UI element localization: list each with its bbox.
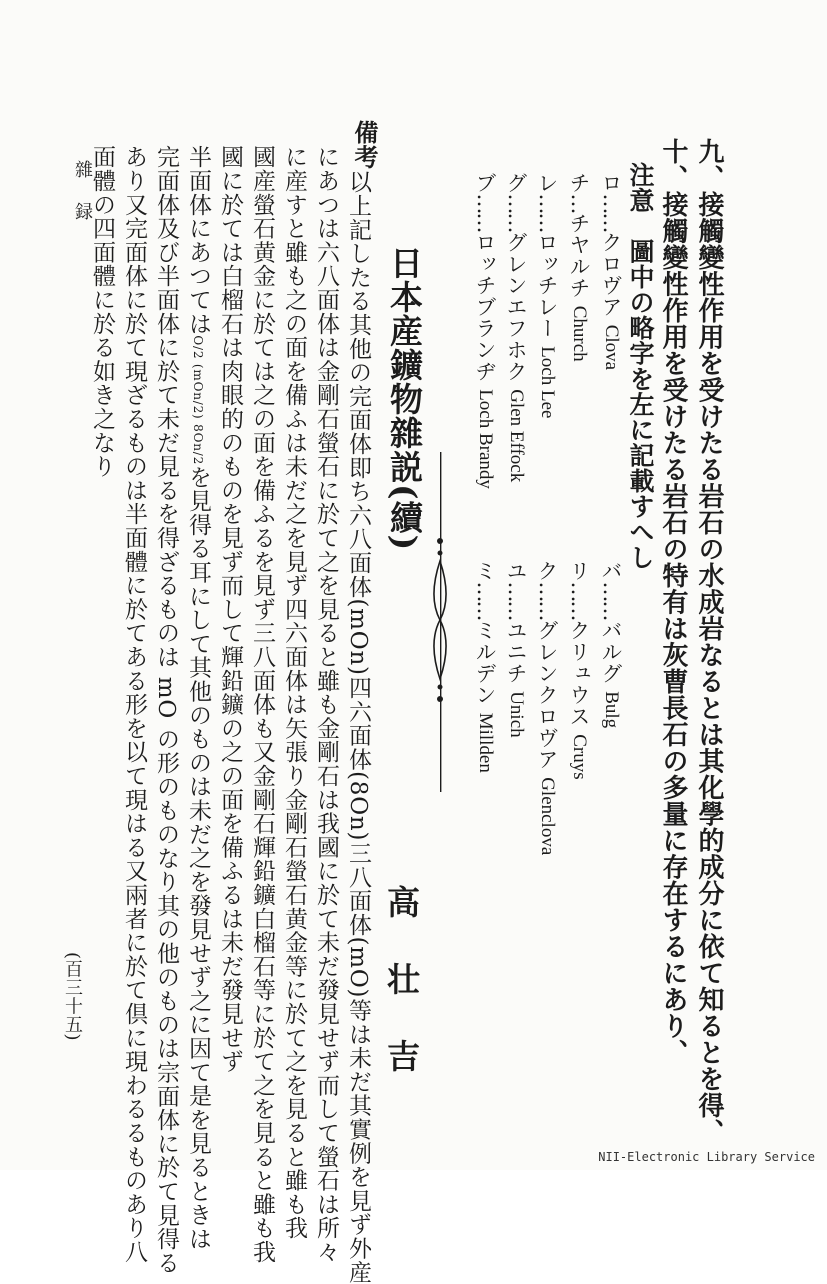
- abbreviation-entry: ロ……クロヴア Clova: [599, 172, 623, 371]
- body-line: あり又完面体に於て現ざるものは半面體に於てある形を以て現はる又兩者に於て倶に現わるるものあり八: [121, 145, 147, 1264]
- abbreviation-entry: レ……ロッチレー Loch Lee: [535, 172, 559, 419]
- abbreviation-entry: バ……バルグ Bulg: [599, 560, 623, 729]
- running-head: 雜録: [72, 160, 93, 244]
- abbreviation-entry: リ……クリュウス Cruys: [567, 560, 591, 780]
- abbreviation-entry: グ……グレンエフホク Glen Effock: [504, 172, 528, 483]
- abbreviation-entry: ミ……ミルデン Millden: [473, 560, 497, 773]
- abbreviation-entry: ブ……ロッチブランヂ Loch Brandy: [473, 172, 497, 489]
- abbreviation-entry: チ…チヤルチ Church: [567, 172, 591, 362]
- abbreviation-entry: ユ……ユニチ Unich: [504, 560, 528, 738]
- abbreviation-entry: ク……グレンクロヴア Glenclova: [535, 560, 559, 856]
- article-title: 日本産鑛物雜説(續): [385, 246, 424, 552]
- page-number: (百三十五): [62, 952, 83, 1042]
- body-line: に産すと雖も之の面を備ふは未だ之を見ず四六面体は矢張り金剛石螢石黄金等に於て之を見ると雖も我: [281, 145, 307, 1240]
- note-item-10: 十、接觸變性作用を受けたる岩石の特有は灰曹長石の多量に存在するにあり、: [658, 138, 688, 1066]
- body-line: 以上記したる其他の完面体即ち六八面体(mOn)四六面体(8On)三八面体(mO)等は未だ其實例を見ず外産: [345, 170, 371, 1284]
- abbreviation-note-heading: 注意 圖中の略字を左に記載すへし: [626, 162, 655, 570]
- body-line: 國産螢石黄金に於ては之の面を備ふるを見ず三八面体も又金剛石輝鉛鑛白榴石等に於て之を見ると雖も我: [249, 145, 275, 1264]
- remark-label: 備考: [350, 120, 379, 169]
- body-line: 半面体にあつてはO/2 (mOn/2) 8On/2を見得る耳にして其他のものは未だ之を發見せず之に因て是を見るときは: [185, 145, 211, 1251]
- half-face-formula: O/2 (mOn/2) 8On/2: [191, 335, 205, 466]
- body-line: 完面体及び半面体に於て未だ見るを得ざるものは mO の形のものなり其の他のものは宗面体に於て見得る: [153, 145, 179, 1275]
- body-line: 面體の四面體に於る如き之なり: [89, 145, 115, 479]
- body-line: 國に於ては白榴石は肉眼的のものを見ず而して輝鉛鑛の之の面を備ふるは未だ發見せず: [217, 145, 243, 1074]
- article-author: 高壮吉: [382, 885, 421, 1116]
- ornament-icon: [428, 535, 452, 705]
- body-line: にあつは六八面体は金剛石螢石に於て之を見ると雖も金剛石は我國に於て未だ發見せず而して螢石は所々: [313, 145, 339, 1264]
- note-item-9: 九、接觸變性作用を受けたる岩石の水成岩なるとは其化學的成分に依て知るとを得、: [694, 138, 724, 1145]
- footer-credit: NII-Electronic Library Service: [598, 1150, 815, 1164]
